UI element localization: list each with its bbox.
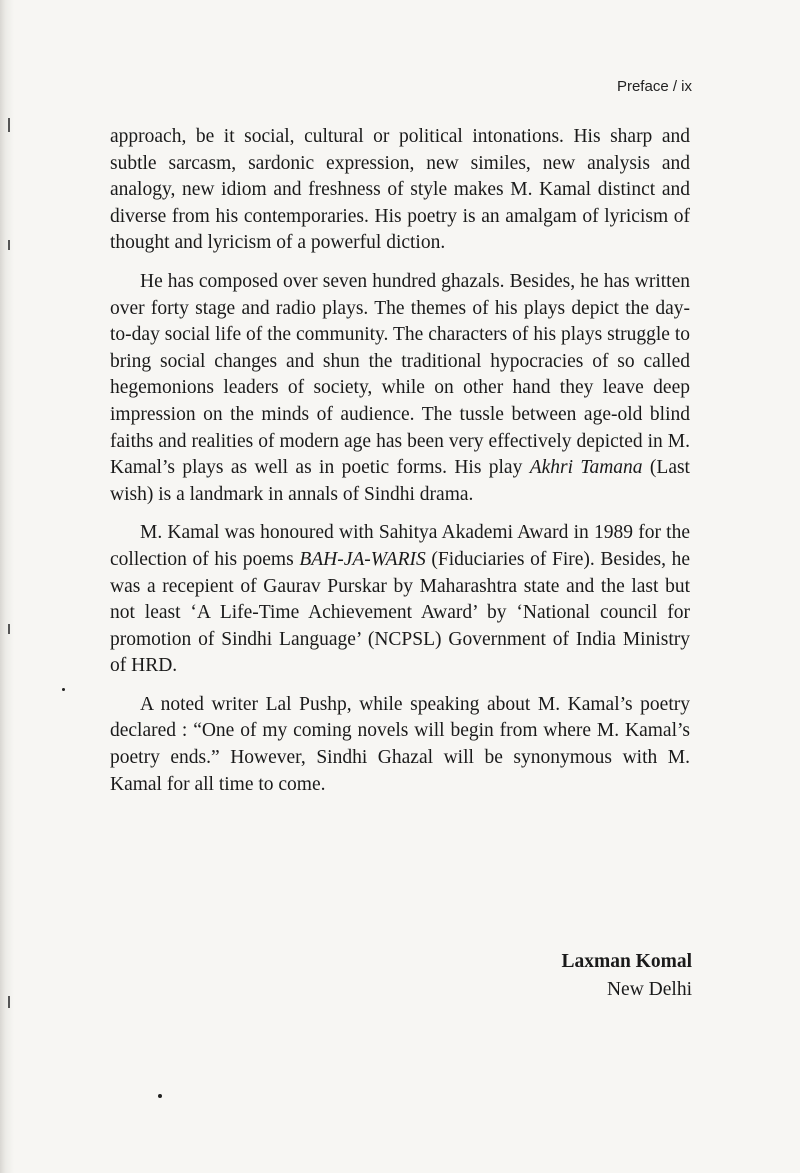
paragraph-1-text: approach, be it social, cultural or political intonations. His sharp and subtle sarcasm, sardonic expression, new similes, new analysis and analogy, new idiom and freshness of style makes M. Kamal distinct and diverse from his contemporaries. His poetry is an amalgam of lyricism of thought and lyricism of a powerful diction. <box>110 126 690 254</box>
ink-speck <box>62 688 65 691</box>
paragraph-3-text-b: (Fiduciaries of Fire). Besides, he was a recepient of Gaurav Purskar by Maharashtra state and the last but not least ‘A Life-Time Achievement Award’ by ‘National council for promotion of Sindhi Language’ (NCPSL) Government of India Ministry of HRD. <box>110 548 690 677</box>
poems-title-bah-ja-waris: BAH-JA-WARIS <box>299 548 426 570</box>
paragraph-4 <box>110 692 690 798</box>
gutter-mark <box>8 118 10 132</box>
paragraph-2-text-b: (Last wish) is a landmark in annals of Sindhi drama. <box>110 457 690 505</box>
signature-author: Laxman Komal <box>561 951 692 972</box>
paragraph-3 <box>110 520 690 680</box>
running-head: Preface / ix <box>616 78 692 95</box>
page-gutter-edge <box>0 0 14 1173</box>
paragraph-2-text-a: He has composed over seven hundred ghazals. Besides, he has written over forty stage and radio plays. The themes of his plays depict the day-to-day social life of the community. The characters of his plays struggle to bring social changes and shun the traditional hypocracies of so called hegemonions leaders of society, while on other hand they leave deep impression on the minds of audience. The tussle between age-old blind faiths and realities of modern age has been very effectively depicted in M. Kamal’s plays as well as in poetic forms. His play <box>110 270 690 479</box>
signature-place: New Delhi <box>606 979 692 1000</box>
gutter-mark <box>8 240 10 250</box>
paragraph-2 <box>110 269 690 508</box>
paragraph-3-text-a: M. Kamal was honoured with Sahitya Akademi Award in 1989 for the collection of his poems <box>110 522 690 570</box>
paragraph-4-text: A noted writer Lal Pushp, while speaking about M. Kamal’s poetry declared : “One of my coming novels will begin from where M. Kamal’s poetry ends.” However, Sindhi Ghazal will be synonymous with M. Kamal for all time to come. <box>110 693 690 795</box>
preface-body <box>110 124 690 810</box>
play-title-akhri-tamana: Akhri Tamana <box>529 457 643 479</box>
gutter-mark <box>8 996 10 1008</box>
paragraph-1 <box>110 124 690 257</box>
gutter-mark <box>8 624 10 634</box>
signature-block <box>561 948 692 1004</box>
ink-speck <box>158 1094 162 1098</box>
